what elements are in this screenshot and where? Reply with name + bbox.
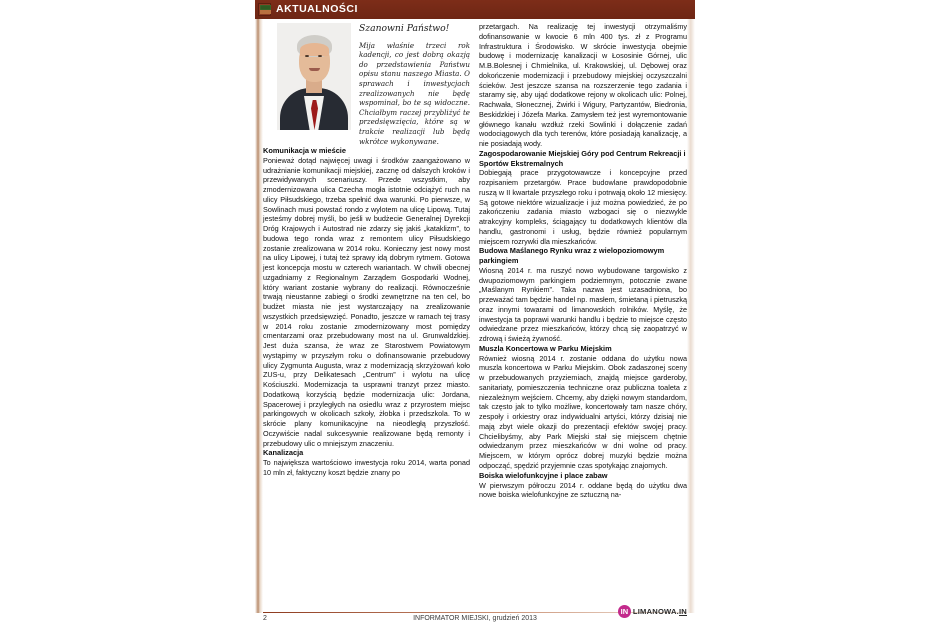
left-column-body <box>263 146 470 478</box>
page-left-edge-decoration <box>255 19 263 613</box>
logo-wordmark <box>633 607 687 616</box>
salutation: Szanowni Państwo! <box>359 23 450 34</box>
city-buildings-icon <box>258 3 271 16</box>
paragraph-komunikacja: Ponieważ dotąd najwięcej uwagi i środków zaangażowano w udrażnianie komunikacji miejskiej, zacznę od dalszych kroków i przewidywanych scenariuszy. Przede wszystkim, aby zmodernizowana ulica Czecha mogła istotnie odciążyć ruch na ulicy Piłsudskiego, trzeba spełnić dwa warunki. Po pierwsze, w Sowlinach musi powstać rondo z wylotem na ulicę Lipową. Tutaj jesteśmy dobrej myśli, bo jeśli w budżecie Generalnej Dyrekcji Dróg Krajowych i Autostrad nie zdarzy się jakiś „kataklizm”, to budowa tego ronda wraz z remontem ulicy Piłsudskiego zostanie zrealizowana w 2014 roku. Konieczny jest nowy most na ulicy Lipowej, i tutaj też sprawy idą dobrym rytmem. Gotowa jest koncepcja mostu w czterech wariantach. W chwili obecnej uzgadniamy z Regionalnym Zarządem Gospodarki Wodnej, który wariant zostanie wybrany do realizacji. Równocześnie trwają nieustanne zabiegi o środki zewnętrzne na ten cel, bo budżet miasta nie jest wystarczający na zrealizowanie wszystkich przedsięwzięć. Ponadto, jeszcze w ramach tej trasy w 2014 roku zostanie zmodernizowany most pomiędzy cmentarzami oraz przebudowany most na ul. Grunwaldzkiej. Jest duża szansa, że wraz ze Starostwem Powiatowym wystąpimy w przyszłym roku o dofinansowanie przebudowy ulicy Zygmunta Augusta, wraz z modernizacją skrzyżowań koło ZUS-u, przy Delikatesach „Centrum” i wylotu na ulicę Kościuszki. Modernizacja ta usprawni tranzyt przez miasto. Dodatkową korzyścią będzie modernizacja ulic: Jordana, Spacerowej i przyległych na osiedlu wraz z przyrostem miejsc parkingowych w okolicach szkoły, żłobka i przedszkola. To w skrócie plany komunikacyjne na nieodległą przyszłość. Oczywiście nadal sukcesywnie realizowane będą remonty i przebudowy ulic o mniejszym znaczeniu. <box>263 155 470 448</box>
page-footer <box>263 606 687 629</box>
article-content <box>263 22 687 600</box>
right-column-body <box>479 22 687 500</box>
heading-komunikacja: Komunikacja w mieście <box>263 146 346 156</box>
heading-miejska-gora: Zagospodarowanie Miejskiej Góry pod Centrum Rekreacji i Sportów Ekstremalnych <box>479 148 686 168</box>
heading-kanalizacja: Kanalizacja <box>263 448 304 458</box>
heading-maslany-rynek: Budowa Maślanego Rynku wraz z wielopoziomowym parkingiem <box>479 246 665 266</box>
banner-title: AKTUALNOŚCI <box>276 3 358 15</box>
logo-suffix: IN <box>679 607 687 616</box>
paragraph-muszla-koncertowa: Również wiosną 2014 r. zostanie oddana do użytku nowa muszla koncertowa w Parku Miejskim. Obok zadaszonej sceny w przebudowanych przyziemiach, znajdą miejsce garderoby, sanitariaty, pomieszczenia techniczne oraz publiczna toaleta z niezależnym wejściem. Chcemy, aby dzięki nowym standardom, tak często jak to tylko możliwe, koncertowały tam nasze chóry, zespoły i orkiestry oraz indywidualni artyści, którzy dzisiaj nie mają zbyt wiele okazji do prezentacji efektów swojej pracy. Chcielibyśmy, aby Park Miejski stał się miejscem chętnie odwiedzanym przez mieszkańców w dni wolne od pracy. Miejscem, w którym oprócz dobrej muzyki będzie można odpocząć, spędzić przyjemnie czas spotykając znajomych. <box>479 353 687 470</box>
paragraph-miejska-gora: Dobiegają prace przygotowawcze i koncepcyjne przed rozpisaniem przetargów. Prace budowlane prawdopodobnie ruszą w II kwartale przyszłego roku i potrwają około 12 miesięcy. Są gotowe niektóre wizualizacje i już można powiedzieć, że po zakończeniu zadania miasto wzbogaci się o niezwykle atrakcyjny kompleks, ściągający tu dodatkowych klientów dla handlu, gastronomi i usług, będzie również popularnym miejscem rozrywki dla mieszkańców. <box>479 168 687 246</box>
page-right-edge-decoration <box>687 19 695 613</box>
banner-content <box>258 2 358 17</box>
logo-mark-icon: IN <box>618 605 631 618</box>
page-number: 2 <box>263 615 267 622</box>
intro-block <box>359 22 470 146</box>
footer-publication-info: INFORMATOR MIEJSKI, grudzień 2013 <box>413 615 537 622</box>
photo-forehead <box>300 43 329 56</box>
intro-paragraph: Mija właśnie trzeci rok kadencji, co jest dobrą okazją do przedstawienia Państwu opisu stanu naszego Miasta. O sprawach i inwestycjach zrealizowanych nie będę wspominał, bo te są widoczne. Chciałbym raczej przybliżyć te przedsięwzięcia, które są w trakcie realizacji lub będą wkrótce wykonywane. <box>359 40 470 146</box>
portrait-photo <box>277 23 351 130</box>
heading-muszla-koncertowa: Muszla Koncertowa w Parku Miejskim <box>479 343 612 353</box>
magazine-page <box>255 0 695 632</box>
paragraph-kanalizacja-cont: przetargach. Na realizację tej inwestycji otrzymaliśmy dofinansowanie w kwocie 6 mln 400 tys. zł z Programu Infrastruktura i Środowisko. W skrócie inwestycja obejmie budowę i modernizację kanalizacji w Łososinie Górnej, ulic M.B.Bolesnej i Chmielnika, ul. Krakowskiej, ul. Dębowej oraz dokończenie modernizacji i przebudowy miejskiej oczyszczalni ścieków. Jest jeszcze szansa na rozszerzenie tego zadania i staramy się, aby ująć dodatkowe rejony w okolicach ulic: Polnej, Rachwała, Słonecznej, Żwirki i Wigury, Partyzantów, Biedronia, Beskidzkiej i Józefa Marka. Zamysłem też jest wyremontowanie głównego kanału wzdłuż rzeki Sowlinki i dołączenie zadań wodociągowych dla tych terenów, które posiadają kanalizację, a nie posiadają wody. <box>479 22 687 148</box>
column-right <box>479 22 687 600</box>
photo-eye-right <box>318 55 322 57</box>
limanowa-in-logo[interactable] <box>618 605 687 618</box>
photo-mouth <box>309 68 320 71</box>
section-banner <box>255 0 695 19</box>
column-left <box>263 22 470 600</box>
photo-eye-left <box>305 55 309 57</box>
paragraph-boiska: W pierwszym półroczu 2014 r. oddane będą do użytku dwa nowe boiska wielofunkcyjne ze sztuczną na- <box>479 480 687 500</box>
logo-name: LIMANOWA. <box>632 607 679 616</box>
paragraph-maslany-rynek: Wiosną 2014 r. ma ruszyć nowo wybudowane targowisko z dwupoziomowym parkingiem podziemnym, potocznie zwane „Maślanym Rynkiem”. Taka nazwa jest uzasadniona, bo przeważać tam będzie handel np. masłem, śmietaną i pietruszką oraz innymi towarami od limanowskich rolników. Myślę, że inwestycja ta poprawi warunki handlu i będzie to miejsce często odwiedzane przez mieszkańców, którzy chcą się zaopatrzyć w zdrową i świeżą żywność. <box>479 265 687 344</box>
paragraph-kanalizacja: To największa wartościowo inwestycja roku 2014, warta ponad 10 mln zł, faktyczny koszt będzie znany po <box>263 458 470 477</box>
heading-boiska: Boiska wielofunkcyjne i place zabaw <box>479 470 608 480</box>
